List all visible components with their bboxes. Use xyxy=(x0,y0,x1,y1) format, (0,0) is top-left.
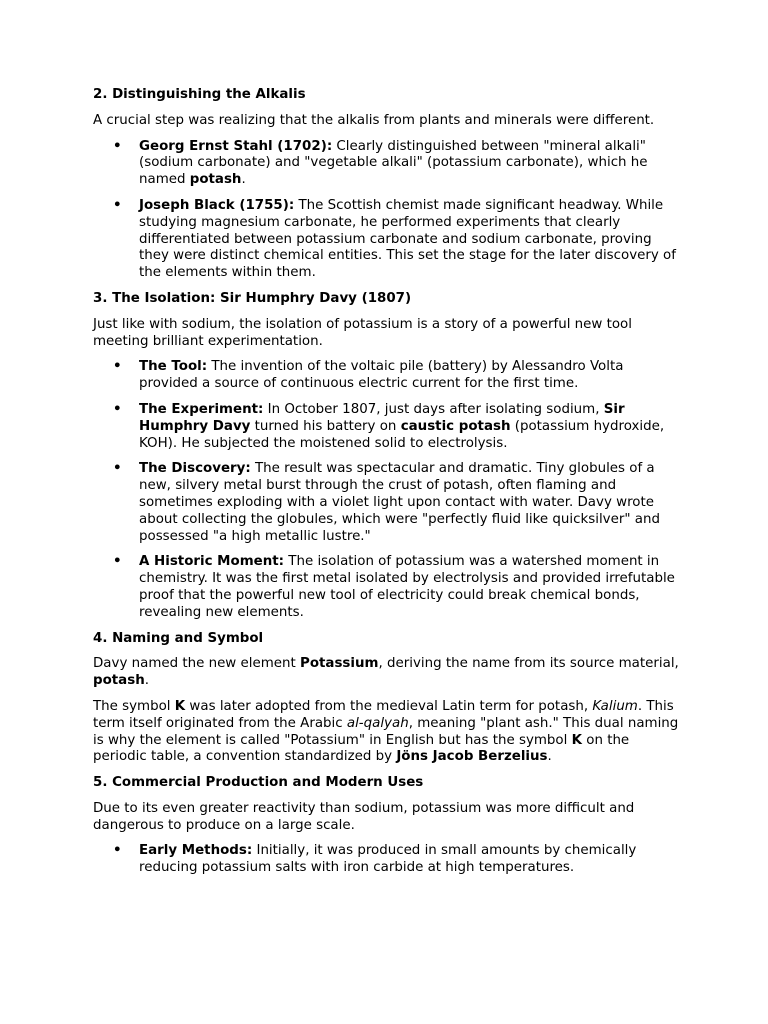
item-text: The invention of the voltaic pile (battery) by Alessandro Volta provided a source of continuous electric current for the first time. xyxy=(139,359,624,392)
item-text: Clearly distinguished between "mineral alkali" (sodium carbonate) and "vegetable alkali" (potassium carbonate), which he named xyxy=(139,138,648,188)
item-bold: Sir Humphry Davy xyxy=(139,401,625,434)
item-lead: Joseph Black (1755): xyxy=(139,197,295,213)
section3-intro: Just like with sodium, the isolation of potassium is a story of a powerful new tool meeting brilliant experimentation. xyxy=(93,316,632,349)
section4-paragraph-2 xyxy=(93,699,683,766)
document-body xyxy=(93,87,683,886)
item-lead: Georg Ernst Stahl (1702): xyxy=(139,138,333,154)
para-text: . xyxy=(547,749,552,765)
bullet-icon: • xyxy=(113,359,122,375)
bullet-icon: • xyxy=(113,461,122,477)
list-item xyxy=(93,461,683,545)
para-text: , meaning "plant ash." This dual naming is why the element is called "Potassium" in English but has the symbol xyxy=(93,715,679,748)
para-text: on the periodic table, a convention standardized by xyxy=(93,732,630,765)
item-text: . xyxy=(241,172,246,188)
para-text: , deriving the name from its source material, xyxy=(378,656,679,672)
item-text: (potassium hydroxide, KOH). He subjected the moistened solid to electrolysis. xyxy=(139,418,665,451)
section-heading-commercial-production: 5. Commercial Production and Modern Uses xyxy=(93,775,424,791)
list-item xyxy=(93,402,683,452)
bullet-icon: • xyxy=(113,197,122,213)
item-bold: caustic potash xyxy=(400,418,511,434)
para-text: Davy named the new element xyxy=(93,656,300,672)
bullet-icon: • xyxy=(113,401,122,417)
section5-intro: Due to its even greater reactivity than sodium, potassium was more difficult and dangerous to produce on a large scale. xyxy=(93,800,635,833)
item-lead: Early Methods: xyxy=(139,843,253,859)
para-bold: K xyxy=(174,698,186,714)
list-item xyxy=(93,843,683,877)
item-text: The isolation of potassium was a watershed moment in chemistry. It was the first metal isolated by electrolysis and provided irrefutable proof that the powerful new tool of electricity could break chemical bonds, revealing new elements. xyxy=(139,554,675,620)
section-heading-distinguishing-alkalis: 2. Distinguishing the Alkalis xyxy=(93,87,306,102)
para-text: The symbol xyxy=(93,698,175,714)
list-item xyxy=(93,554,683,621)
item-lead: The Tool: xyxy=(139,359,208,375)
item-text: Initially, it was produced in small amounts by chemically reducing potassium salts with iron carbide at high temperatures. xyxy=(139,843,637,876)
section-heading-naming-symbol: 4. Naming and Symbol xyxy=(93,630,264,646)
para-bold: K xyxy=(571,732,582,748)
bullet-icon: • xyxy=(113,843,122,859)
para-bold: potash xyxy=(93,673,145,689)
section5-list xyxy=(93,843,683,877)
para-italic: Kalium xyxy=(592,698,638,714)
bullet-icon: • xyxy=(113,138,122,154)
item-text: The Scottish chemist made significant headway. While studying magnesium carbonate, he performed experiments that clearly differentiated between potassium carbonate and sodium carbonate, proving they were distinct chemical entities. This set the stage for the later discovery of the elements within them. xyxy=(139,197,676,281)
list-item xyxy=(93,139,683,189)
item-lead: The Discovery: xyxy=(139,461,251,477)
bullet-icon: • xyxy=(113,554,122,570)
item-bold: potash xyxy=(189,172,242,188)
list-item xyxy=(93,359,683,393)
para-text: was later adopted from the medieval Latin term for potash, xyxy=(185,698,593,714)
item-text: The result was spectacular and dramatic. Tiny globules of a new, silvery metal burst through the crust of potash, often flaming and sometimes exploding with a violet light upon contact with water. Davy wrote about collecting the globules, which were "perfectly fluid like quicksilver" and possessed "a high metallic lustre." xyxy=(139,461,660,544)
item-lead: A Historic Moment: xyxy=(139,554,285,570)
item-lead: The Experiment: xyxy=(139,401,264,417)
section2-intro: A crucial step was realizing that the alkalis from plants and minerals were different. xyxy=(93,112,655,128)
section3-list xyxy=(93,359,683,621)
item-text: turned his battery on xyxy=(250,418,401,434)
para-bold: Potassium xyxy=(300,656,379,672)
para-bold: Jöns Jacob Berzelius xyxy=(396,749,548,765)
section-heading-isolation: 3. The Isolation: Sir Humphry Davy (1807) xyxy=(93,290,412,306)
para-text: . xyxy=(144,673,149,689)
section2-list xyxy=(93,139,683,282)
item-text: In October 1807, just days after isolating sodium, xyxy=(263,401,604,417)
para-text: . This term itself originated from the Arabic xyxy=(93,698,674,731)
section4-paragraph-1 xyxy=(93,656,683,690)
list-item xyxy=(93,198,683,282)
para-italic: al-qalyah xyxy=(346,715,409,731)
